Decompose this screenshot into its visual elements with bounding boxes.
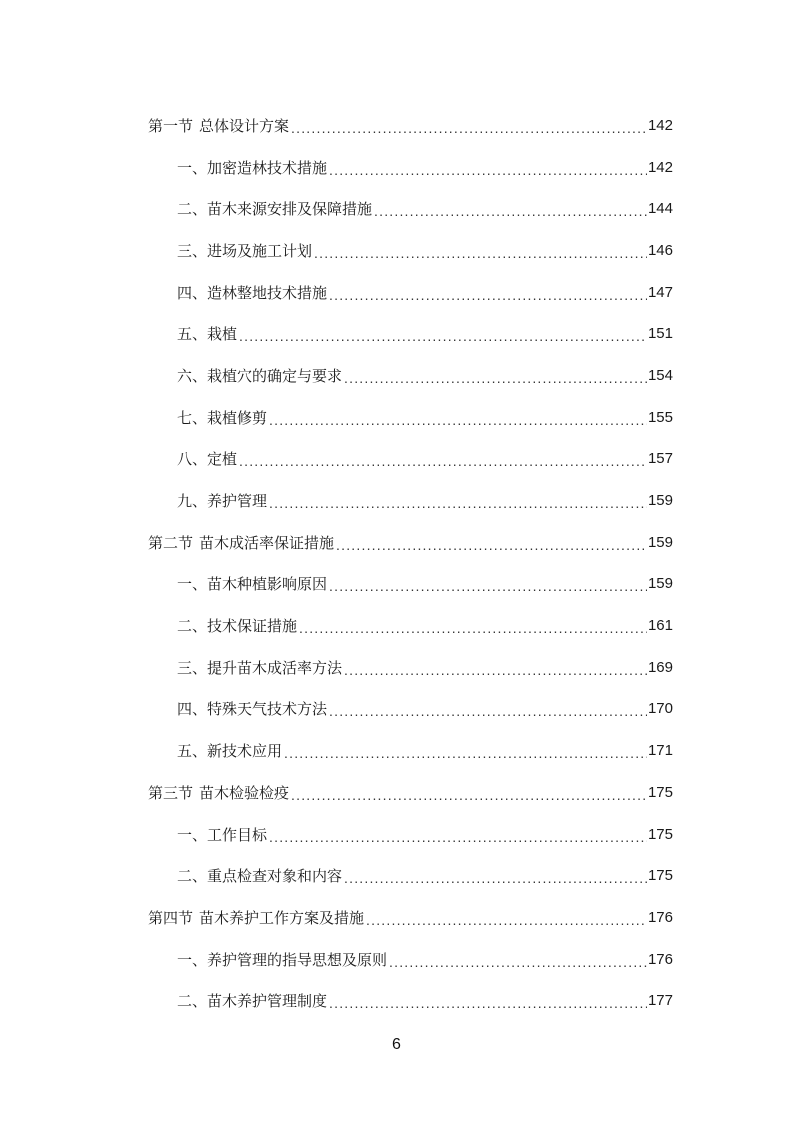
dot-leader — [239, 326, 647, 346]
section-number: 第四节 — [148, 908, 194, 927]
dot-leader — [329, 285, 647, 305]
entry-title: 苗木成活率保证措施 — [199, 533, 335, 552]
page-number: 159 — [647, 492, 673, 510]
section-number: 第二节 — [148, 533, 194, 552]
toc-entry-section[interactable] — [148, 897, 673, 939]
toc-entry-subsection[interactable] — [148, 355, 673, 397]
page-number: 142 — [647, 158, 673, 176]
table-of-contents — [148, 105, 673, 1022]
entry-title: 九、养护管理 — [177, 492, 268, 511]
entry-title: 三、提升苗木成活率方法 — [177, 658, 343, 677]
dot-leader — [269, 410, 647, 430]
section-number: 第三节 — [148, 783, 194, 802]
dot-leader — [329, 701, 647, 721]
page-number: 169 — [647, 658, 673, 676]
toc-entry-subsection[interactable] — [148, 147, 673, 189]
entry-title: 一、养护管理的指导思想及原则 — [177, 950, 388, 969]
toc-entry-subsection[interactable] — [148, 397, 673, 439]
section-number: 第一节 — [148, 116, 194, 135]
dot-leader — [336, 535, 647, 555]
entry-title: 一、加密造林技术措施 — [177, 158, 328, 177]
entry-title: 四、特殊天气技术方法 — [177, 700, 328, 719]
page-number: 176 — [647, 908, 673, 926]
page-number: 147 — [647, 283, 673, 301]
toc-entry-subsection[interactable] — [148, 939, 673, 981]
toc-entry-section[interactable] — [148, 772, 673, 814]
dot-leader — [314, 243, 647, 263]
toc-entry-subsection[interactable] — [148, 564, 673, 606]
toc-entry-subsection[interactable] — [148, 439, 673, 481]
dot-leader — [269, 827, 647, 847]
page-number: 144 — [647, 200, 673, 218]
entry-title: 总体设计方案 — [199, 116, 290, 135]
entry-title: 苗木养护工作方案及措施 — [199, 908, 365, 927]
entry-title: 二、苗木来源安排及保障措施 — [177, 200, 373, 219]
dot-leader — [329, 576, 647, 596]
page-number: 177 — [647, 992, 673, 1010]
toc-entry-subsection[interactable] — [148, 188, 673, 230]
dot-leader — [239, 451, 647, 471]
entry-title: 六、栽植穴的确定与要求 — [177, 366, 343, 385]
dot-leader — [329, 160, 647, 180]
page-number: 175 — [647, 867, 673, 885]
toc-entry-subsection[interactable] — [148, 689, 673, 731]
entry-title: 二、重点检查对象和内容 — [177, 867, 343, 886]
toc-entry-subsection[interactable] — [148, 855, 673, 897]
entry-title: 五、新技术应用 — [177, 742, 283, 761]
entry-title: 苗木检验检疫 — [199, 783, 290, 802]
page-number: 171 — [647, 742, 673, 760]
toc-entry-subsection[interactable] — [148, 480, 673, 522]
dot-leader — [329, 993, 647, 1013]
page-number: 154 — [647, 366, 673, 384]
dot-leader — [344, 660, 647, 680]
toc-entry-subsection[interactable] — [148, 313, 673, 355]
entry-title: 二、技术保证措施 — [177, 617, 298, 636]
toc-entry-section[interactable] — [148, 522, 673, 564]
entry-title: 二、苗木养护管理制度 — [177, 992, 328, 1011]
entry-title: 三、进场及施工计划 — [177, 241, 313, 260]
entry-title: 一、工作目标 — [177, 825, 268, 844]
dot-leader — [344, 868, 647, 888]
toc-entry-subsection[interactable] — [148, 605, 673, 647]
toc-entry-subsection[interactable] — [148, 647, 673, 689]
page-number: 159 — [647, 533, 673, 551]
dot-leader — [291, 785, 647, 805]
dot-leader — [284, 743, 647, 763]
toc-entry-subsection[interactable] — [148, 814, 673, 856]
dot-leader — [366, 910, 647, 930]
page-number: 175 — [647, 783, 673, 801]
toc-entry-subsection[interactable] — [148, 230, 673, 272]
page-number: 170 — [647, 700, 673, 718]
page-number: 161 — [647, 617, 673, 635]
toc-entry-subsection[interactable] — [148, 272, 673, 314]
dot-leader — [344, 368, 647, 388]
toc-entry-subsection[interactable] — [148, 980, 673, 1022]
entry-title: 四、造林整地技术措施 — [177, 283, 328, 302]
page-number: 146 — [647, 241, 673, 259]
page-number: 155 — [647, 408, 673, 426]
entry-title: 八、定植 — [177, 450, 238, 469]
toc-entry-subsection[interactable] — [148, 730, 673, 772]
toc-entry-section[interactable] — [148, 105, 673, 147]
page-number: 175 — [647, 825, 673, 843]
page-number: 142 — [647, 116, 673, 134]
page-number: 176 — [647, 950, 673, 968]
page-number: 151 — [647, 325, 673, 343]
entry-title: 五、栽植 — [177, 325, 238, 344]
dot-leader — [291, 118, 647, 138]
page-number: 157 — [647, 450, 673, 468]
entry-title: 七、栽植修剪 — [177, 408, 268, 427]
dot-leader — [374, 201, 647, 221]
page-number: 159 — [647, 575, 673, 593]
entry-title: 一、苗木种植影响原因 — [177, 575, 328, 594]
page-footer-number: 6 — [392, 1036, 401, 1053]
dot-leader — [299, 618, 647, 638]
dot-leader — [269, 493, 647, 513]
dot-leader — [389, 952, 647, 972]
